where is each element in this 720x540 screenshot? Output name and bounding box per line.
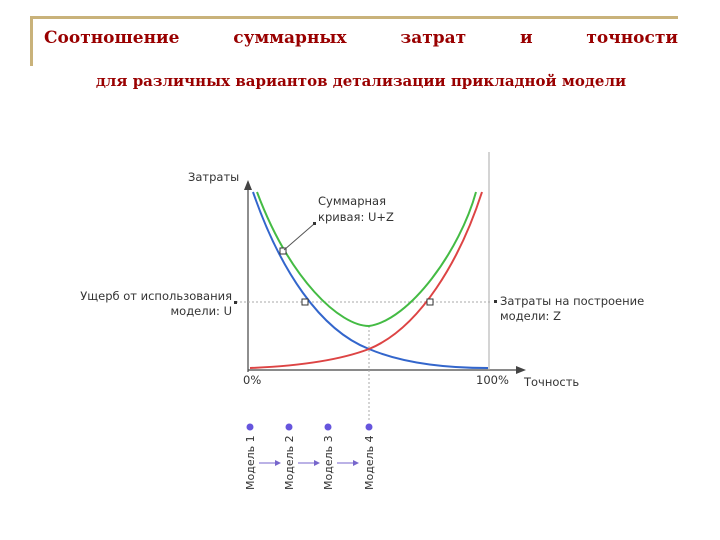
sum-label-line1: Суммарная (318, 194, 387, 208)
damage-curve-marker (302, 299, 308, 305)
x-axis-label: Точность (524, 375, 580, 389)
model-1-dot (247, 424, 254, 431)
damage-label-dot (234, 301, 237, 304)
build-label-line1: Затраты на построение (500, 294, 645, 308)
model-1-label: Модель 1 (244, 435, 257, 490)
damage-label-line2: модели: U (170, 304, 232, 318)
sum-label-dot (313, 222, 316, 225)
slide-title: Соотношение суммарных затрат и точности (44, 28, 678, 48)
x-start-label: 0% (243, 373, 262, 387)
model-2-label: Модель 2 (283, 435, 296, 490)
arrow-head-3-to-4 (353, 460, 359, 466)
arrow-head-1-to-2 (275, 460, 281, 466)
model-3-dot (325, 424, 332, 431)
sum-label-leader (284, 224, 314, 250)
build-label-dot (494, 300, 497, 303)
arrow-head-2-to-3 (314, 460, 320, 466)
build-curve-marker (427, 299, 433, 305)
sum-label-line2: кривая: U+Z (318, 210, 394, 224)
y-axis-label: Затраты (188, 170, 240, 184)
y-axis-arrow (244, 180, 252, 190)
x-end-label: 100% (476, 373, 509, 387)
model-2-dot (286, 424, 293, 431)
x-axis-arrow (516, 366, 526, 374)
damage-label-line1: Ущерб от использования (80, 289, 232, 303)
model-4-label: Модель 4 (363, 435, 376, 490)
build-label-line2: модели: Z (500, 309, 561, 323)
model-3-label: Модель 3 (322, 435, 335, 490)
model-4-dot (366, 424, 373, 431)
slide-subtitle: для различных вариантов детализации прикладной модели (95, 72, 627, 90)
